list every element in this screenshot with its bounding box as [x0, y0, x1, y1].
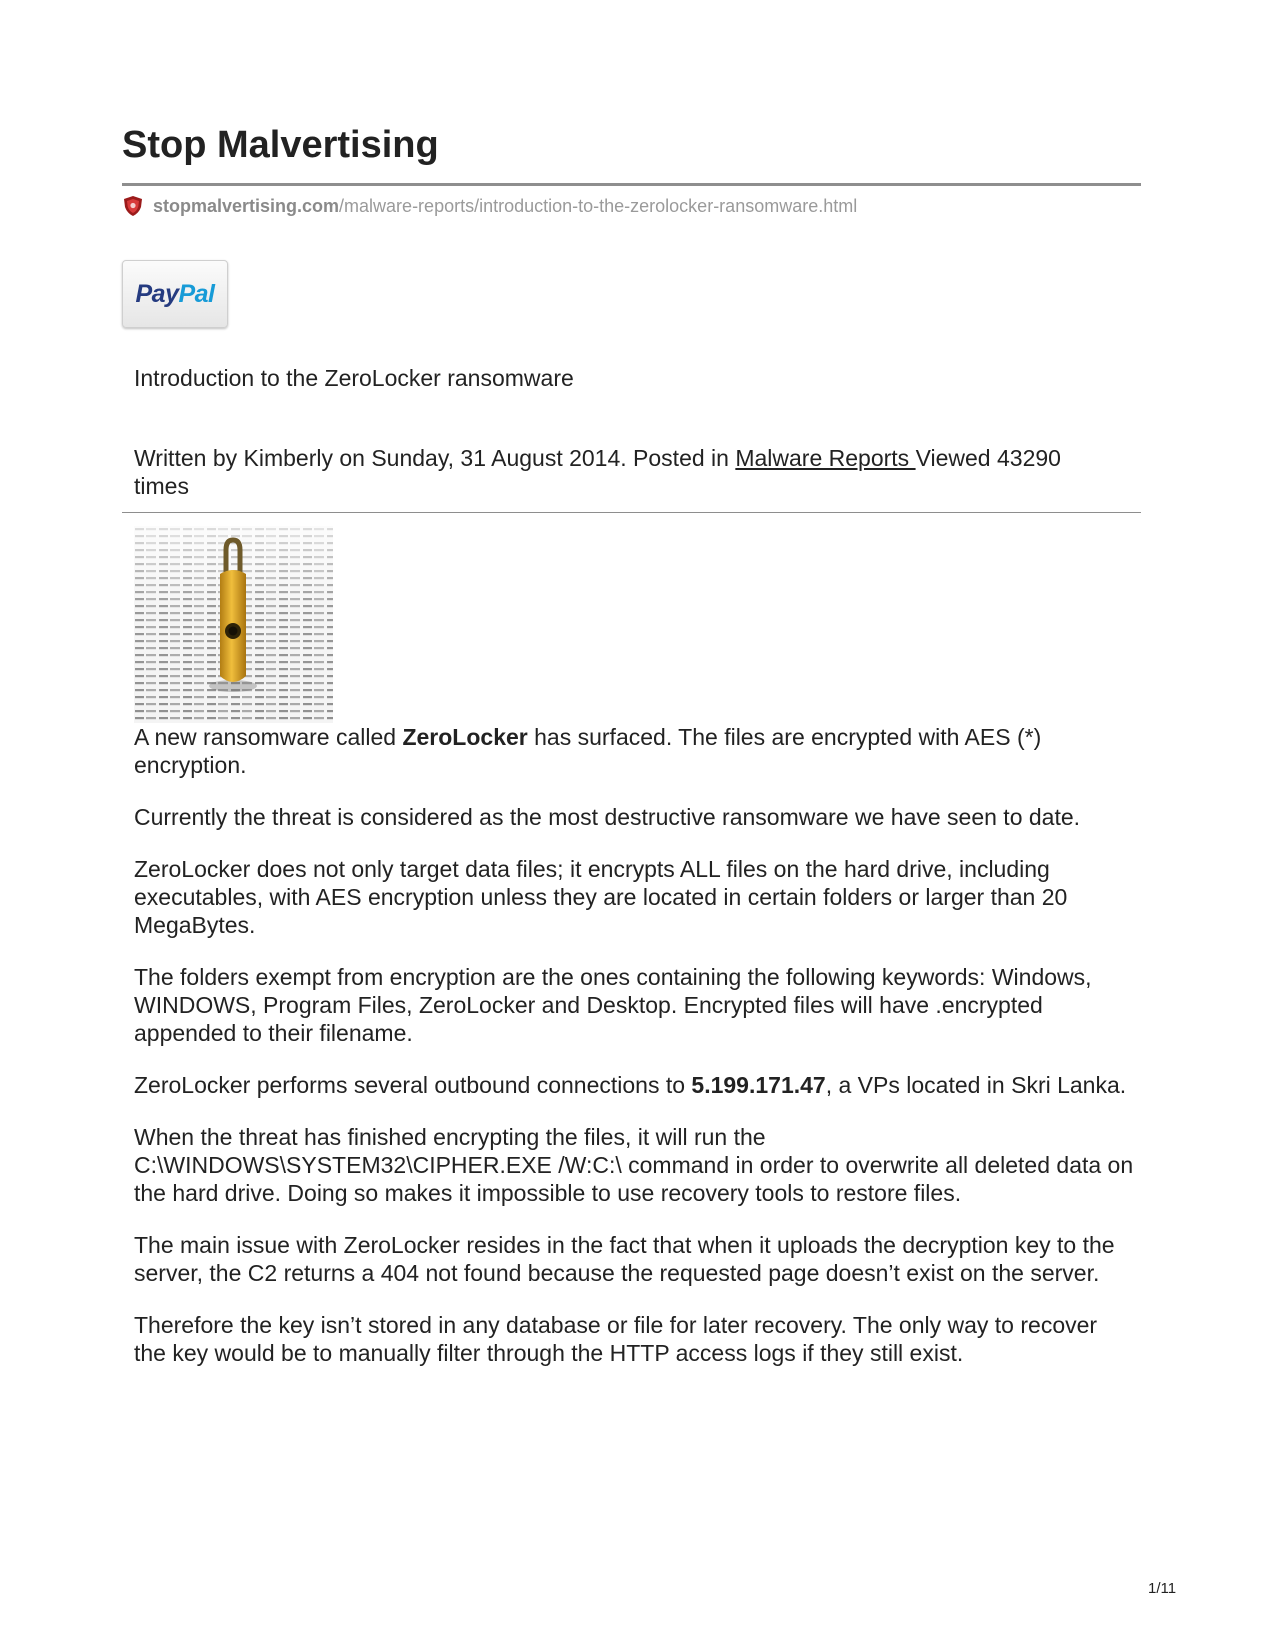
- paragraph-5: [134, 1071, 1134, 1099]
- article-byline: [134, 444, 1114, 500]
- category-link[interactable]: Malware Reports: [735, 445, 916, 471]
- byline-view-count: Viewed 43290 times: [134, 445, 1061, 499]
- paragraph-text: ZeroLocker performs several outbound connections to: [134, 1072, 692, 1098]
- paragraph-7: The main issue with ZeroLocker resides in the fact that when it uploads the decryption key to the server, the C2 returns a 404 not found because the requested page doesn’t exist on the server.: [134, 1232, 1115, 1286]
- url-domain: stopmalvertising.com: [153, 195, 340, 216]
- byline-author-date: Written by Kimberly on Sunday, 31 August 2014. Posted in: [134, 445, 736, 471]
- paypal-logo-pal: Pal: [178, 279, 215, 308]
- meta-divider: [122, 512, 1141, 513]
- paragraph-8: Therefore the key isn’t stored in any database or file for later recovery. The only way to recover the key would be to manually filter through the HTTP access logs if they still exist.: [134, 1312, 1098, 1366]
- paragraph-2: Currently the threat is considered as the most destructive ransomware we have seen to date.: [134, 804, 1081, 830]
- paragraph-1: [134, 723, 1134, 779]
- paypal-logo-pay: Pay: [135, 279, 179, 308]
- page-number: 1/11: [1148, 1580, 1177, 1597]
- ip-address: 5.199.171.47: [691, 1072, 826, 1098]
- paypal-donate-button[interactable]: [122, 260, 228, 328]
- paragraph-6: When the threat has finished encrypting the files, it will run the C:\WINDOWS\SYSTEM32\CIPHER.EXE /W:C:\ command in order to overwrite all deleted data on the hard drive. Doing so makes it impossible to use recovery tools to restore files.: [134, 1124, 1134, 1206]
- shield-icon: [122, 195, 144, 217]
- paragraph-text: has surfaced. The files are encrypted with AES (*) encryption.: [134, 724, 1042, 778]
- padlock-image: [134, 526, 333, 723]
- article-body: [134, 723, 1134, 1391]
- title-divider: [122, 183, 1141, 186]
- paragraph-text: , a VPs located in Skri Lanka.: [825, 1072, 1127, 1098]
- paragraph-text: A new ransomware called: [134, 724, 403, 750]
- site-title: Stop Malvertising: [122, 124, 439, 166]
- url-path: /malware-reports/introduction-to-the-zerolocker-ransomware.html: [339, 195, 858, 216]
- paragraph-3: ZeroLocker does not only target data files; it encrypts ALL files on the hard drive, including executables, with AES encryption unless they are located in certain folders or larger than 20 MegaBytes.: [134, 856, 1068, 938]
- source-url: [122, 195, 857, 217]
- paragraph-4: The folders exempt from encryption are the ones containing the following keywords: Windows, WINDOWS, Program Files, ZeroLocker and Desktop. Encrypted files will have .encrypted appended to their filename.: [134, 964, 1092, 1046]
- article-title: Introduction to the ZeroLocker ransomware: [134, 365, 574, 391]
- highlight-term: ZeroLocker: [402, 724, 528, 750]
